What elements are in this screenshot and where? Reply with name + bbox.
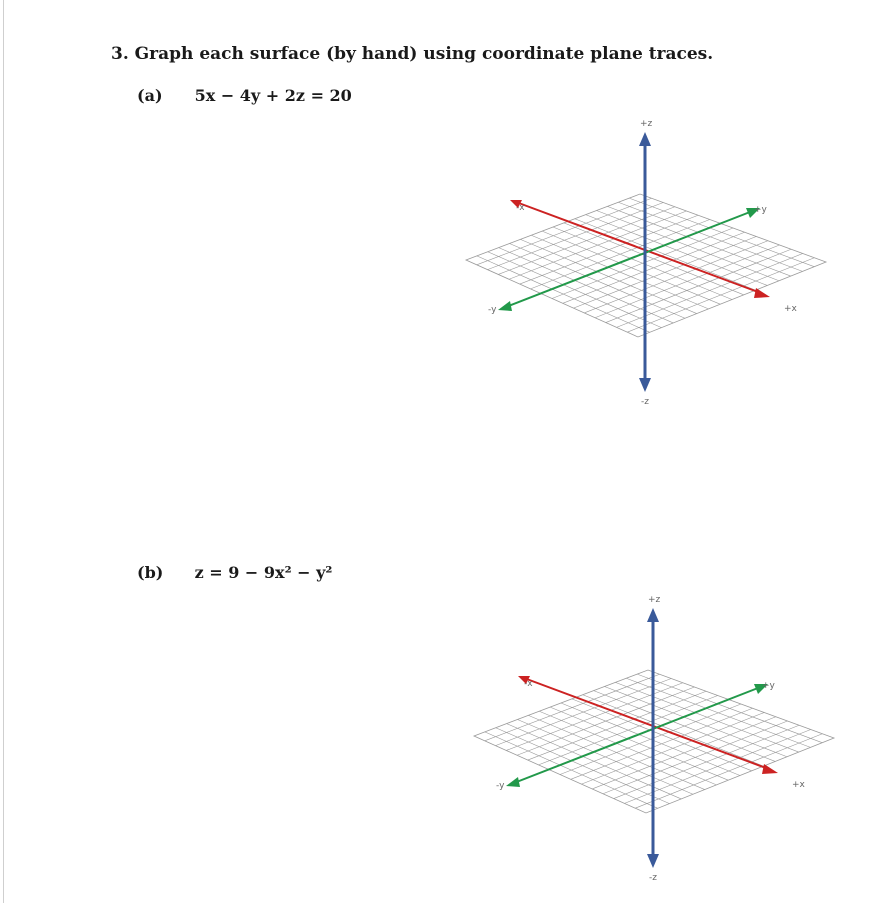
pos-x-label: +x bbox=[784, 304, 797, 314]
neg-z-arrowhead bbox=[639, 378, 651, 392]
part-a bbox=[137, 86, 352, 105]
axes-diagram-b bbox=[466, 588, 846, 888]
pos-x-arrowhead bbox=[754, 288, 770, 298]
neg-y-label: -y bbox=[488, 305, 497, 315]
pos-z-label: +z bbox=[648, 595, 661, 605]
neg-x-label: -x bbox=[524, 679, 533, 689]
neg-z-label: -z bbox=[649, 873, 657, 883]
neg-y-arrowhead bbox=[498, 301, 512, 311]
part-b bbox=[137, 563, 332, 582]
neg-y-arrowhead bbox=[506, 777, 520, 787]
axes-diagram-a bbox=[458, 112, 838, 412]
neg-x-label: -x bbox=[516, 203, 525, 213]
pos-y-label: +y bbox=[754, 205, 767, 215]
part-a-equation: 5x − 4y + 2z = 20 bbox=[194, 86, 352, 105]
pos-z-arrowhead bbox=[639, 132, 651, 146]
pos-z-arrowhead bbox=[647, 608, 659, 622]
neg-y-label: -y bbox=[496, 781, 505, 791]
part-a-label: (a) bbox=[137, 86, 163, 105]
pos-x-arrowhead bbox=[762, 764, 778, 774]
pos-z-label: +z bbox=[640, 119, 653, 129]
neg-z-label: -z bbox=[641, 397, 649, 407]
pos-x-label: +x bbox=[792, 780, 805, 790]
pos-y-label: +y bbox=[762, 681, 775, 691]
page-left-border bbox=[3, 0, 4, 903]
part-b-equation: z = 9 − 9x² − y² bbox=[194, 563, 333, 582]
problem-title: 3. Graph each surface (by hand) using coordinate plane traces. bbox=[111, 44, 714, 64]
part-b-label: (b) bbox=[137, 563, 164, 582]
neg-z-arrowhead bbox=[647, 854, 659, 868]
